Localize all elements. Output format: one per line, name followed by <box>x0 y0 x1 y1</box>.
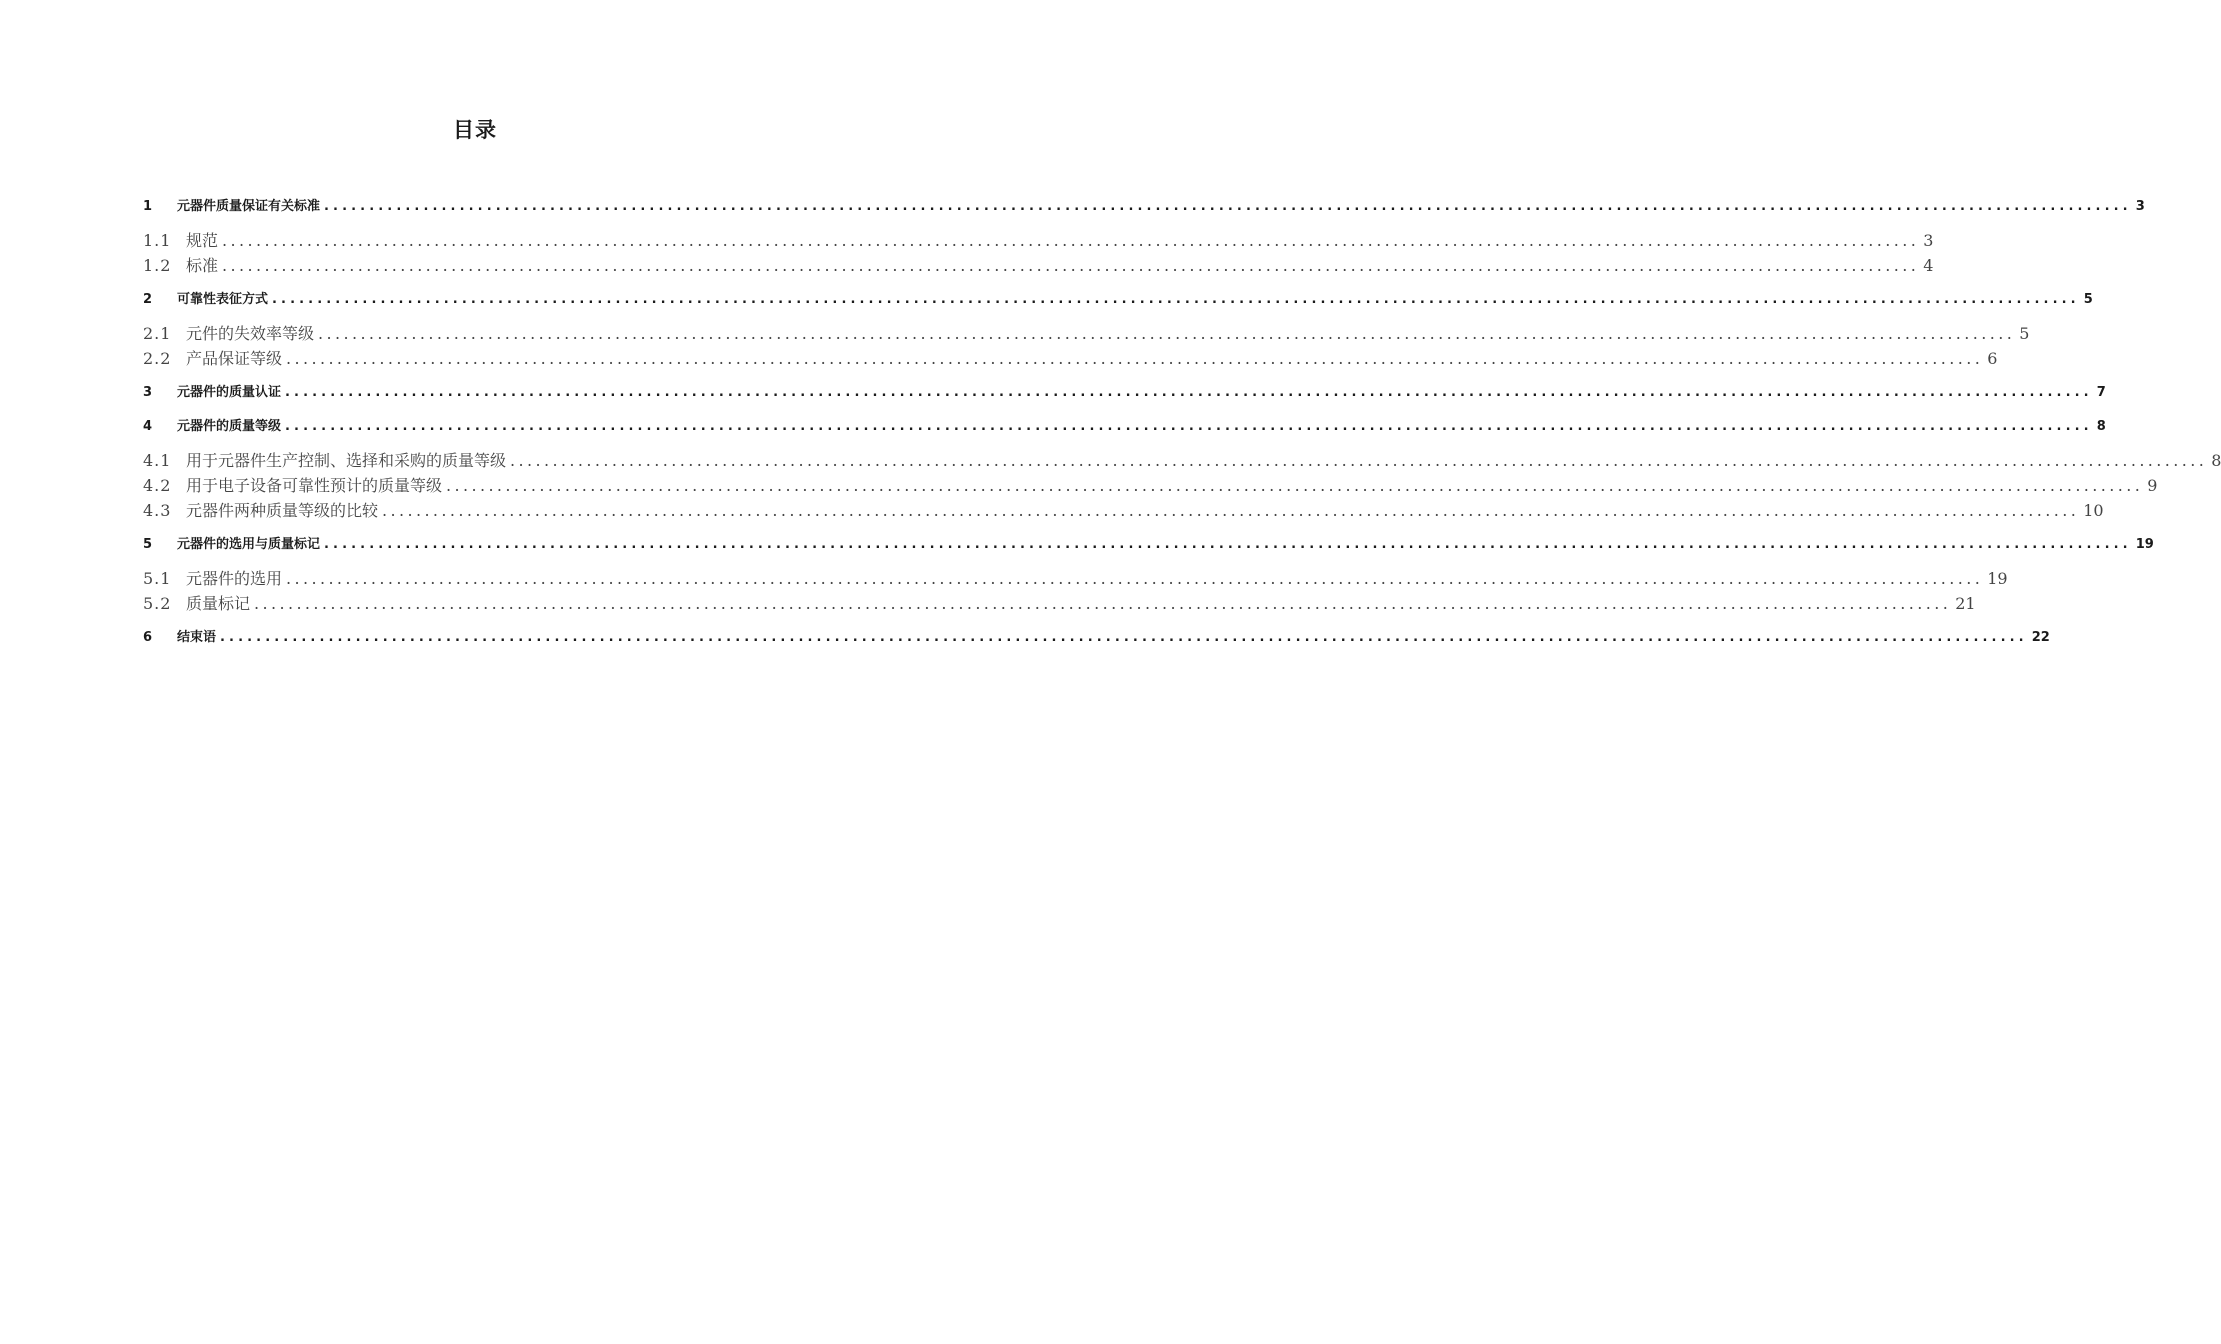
toc-entry-number: 4.3 <box>143 501 172 520</box>
toc-entry-number: 4.1 <box>143 451 172 470</box>
toc-dot-leader: ........................................................................................................................................................................................................ <box>286 349 1984 368</box>
toc-entry-title: 用于电子设备可靠性预计的质量等级 <box>186 476 443 495</box>
toc-entry-number: 5 <box>143 537 153 552</box>
toc-entry-page: 19 <box>2135 537 2154 552</box>
toc-entry-5[interactable] <box>143 532 2154 558</box>
toc-entry-number: 1.1 <box>143 231 172 250</box>
toc-entry-title: 规范 <box>186 231 219 250</box>
toc-entry-number: 2.2 <box>143 349 172 368</box>
toc-entry-number: 3 <box>143 385 153 400</box>
toc-entry-number: 2 <box>143 292 153 307</box>
toc-entry-2-1[interactable] <box>143 321 2030 346</box>
toc-dot-leader: ........................................................................................................................................................................................................ <box>254 594 1952 613</box>
toc-entry-page: 8 <box>2211 451 2221 470</box>
toc-entry-page: 4 <box>1923 256 1934 275</box>
toc-entry-6[interactable] <box>143 625 2050 651</box>
toc-entry-title: 标准 <box>186 256 219 275</box>
toc-entry-title: 元器件的质量认证 <box>177 385 282 400</box>
toc-dot-leader: ........................................................................................................................................................................................................ <box>220 630 2028 645</box>
toc-entry-page: 8 <box>2096 419 2106 434</box>
toc-entry-number: 4 <box>143 419 153 434</box>
toc-entry-page: 21 <box>1955 594 1976 613</box>
toc-entry-title: 元器件质量保证有关标准 <box>177 199 321 214</box>
toc-entry-5-1[interactable] <box>143 566 2008 591</box>
toc-entry-page: 3 <box>2135 199 2145 214</box>
toc-entry-1-1[interactable] <box>143 228 1934 253</box>
toc-dot-leader: ........................................................................................................................................................................................................ <box>285 419 2093 434</box>
toc-entry-page: 19 <box>1987 569 2008 588</box>
toc-entry-title: 结束语 <box>177 630 217 645</box>
toc-entry-title: 用于元器件生产控制、选择和采购的质量等级 <box>186 451 507 470</box>
toc-dot-leader: ........................................................................................................................................................................................................ <box>222 256 1920 275</box>
toc-dot-leader: ........................................................................................................................................................................................................ <box>222 231 1920 250</box>
page-title: 目录 <box>453 118 497 142</box>
toc-dot-leader: ........................................................................................................................................................................................................ <box>446 476 2144 495</box>
toc-entry-page: 22 <box>2031 630 2050 645</box>
toc-entry-1[interactable] <box>143 194 2145 220</box>
toc-entry-number: 5.1 <box>143 569 172 588</box>
toc-entry-title: 产品保证等级 <box>186 349 283 368</box>
toc-entry-title: 元器件两种质量等级的比较 <box>186 501 379 520</box>
toc-dot-leader: ........................................................................................................................................................................................................ <box>382 501 2080 520</box>
toc-entry-number: 5.2 <box>143 594 172 613</box>
toc-entry-4-1[interactable] <box>143 448 2221 473</box>
toc-entry-page: 7 <box>2096 385 2106 400</box>
toc-dot-leader: ........................................................................................................................................................................................................ <box>318 324 2016 343</box>
toc-entry-page: 3 <box>1923 231 1934 250</box>
toc-entry-page: 5 <box>2019 324 2030 343</box>
toc-entry-4[interactable] <box>143 414 2106 440</box>
toc-entry-page: 6 <box>1987 349 1998 368</box>
toc-entry-title: 可靠性表征方式 <box>177 292 269 307</box>
toc-entry-title: 质量标记 <box>186 594 251 613</box>
toc-entry-5-2[interactable] <box>143 591 1976 616</box>
toc-entry-page: 9 <box>2147 476 2158 495</box>
toc-dot-leader: ........................................................................................................................................................................................................ <box>324 537 2132 552</box>
toc-entry-title: 元器件的选用 <box>186 569 283 588</box>
toc-entry-3[interactable] <box>143 380 2106 406</box>
toc-entry-title: 元件的失效率等级 <box>186 324 315 343</box>
toc-entry-number: 1.2 <box>143 256 172 275</box>
toc-dot-leader: ........................................................................................................................................................................................................ <box>510 451 2208 470</box>
table-of-contents <box>143 194 2221 659</box>
toc-entry-number: 1 <box>143 199 153 214</box>
toc-entry-number: 4.2 <box>143 476 172 495</box>
toc-dot-leader: ........................................................................................................................................................................................................ <box>272 292 2080 307</box>
toc-entry-title: 元器件的质量等级 <box>177 419 282 434</box>
toc-entry-page: 10 <box>2083 501 2104 520</box>
toc-dot-leader: ........................................................................................................................................................................................................ <box>285 385 2093 400</box>
toc-entry-title: 元器件的选用与质量标记 <box>177 537 321 552</box>
toc-entry-number: 2.1 <box>143 324 172 343</box>
toc-entry-4-2[interactable] <box>143 473 2158 498</box>
toc-entry-2-2[interactable] <box>143 346 1998 371</box>
toc-entry-1-2[interactable] <box>143 253 1934 278</box>
toc-entry-page: 5 <box>2083 292 2093 307</box>
toc-entry-2[interactable] <box>143 287 2093 313</box>
toc-entry-number: 6 <box>143 630 153 645</box>
toc-dot-leader: ........................................................................................................................................................................................................ <box>324 199 2132 214</box>
toc-dot-leader: ........................................................................................................................................................................................................ <box>286 569 1984 588</box>
toc-entry-4-3[interactable] <box>143 498 2104 523</box>
